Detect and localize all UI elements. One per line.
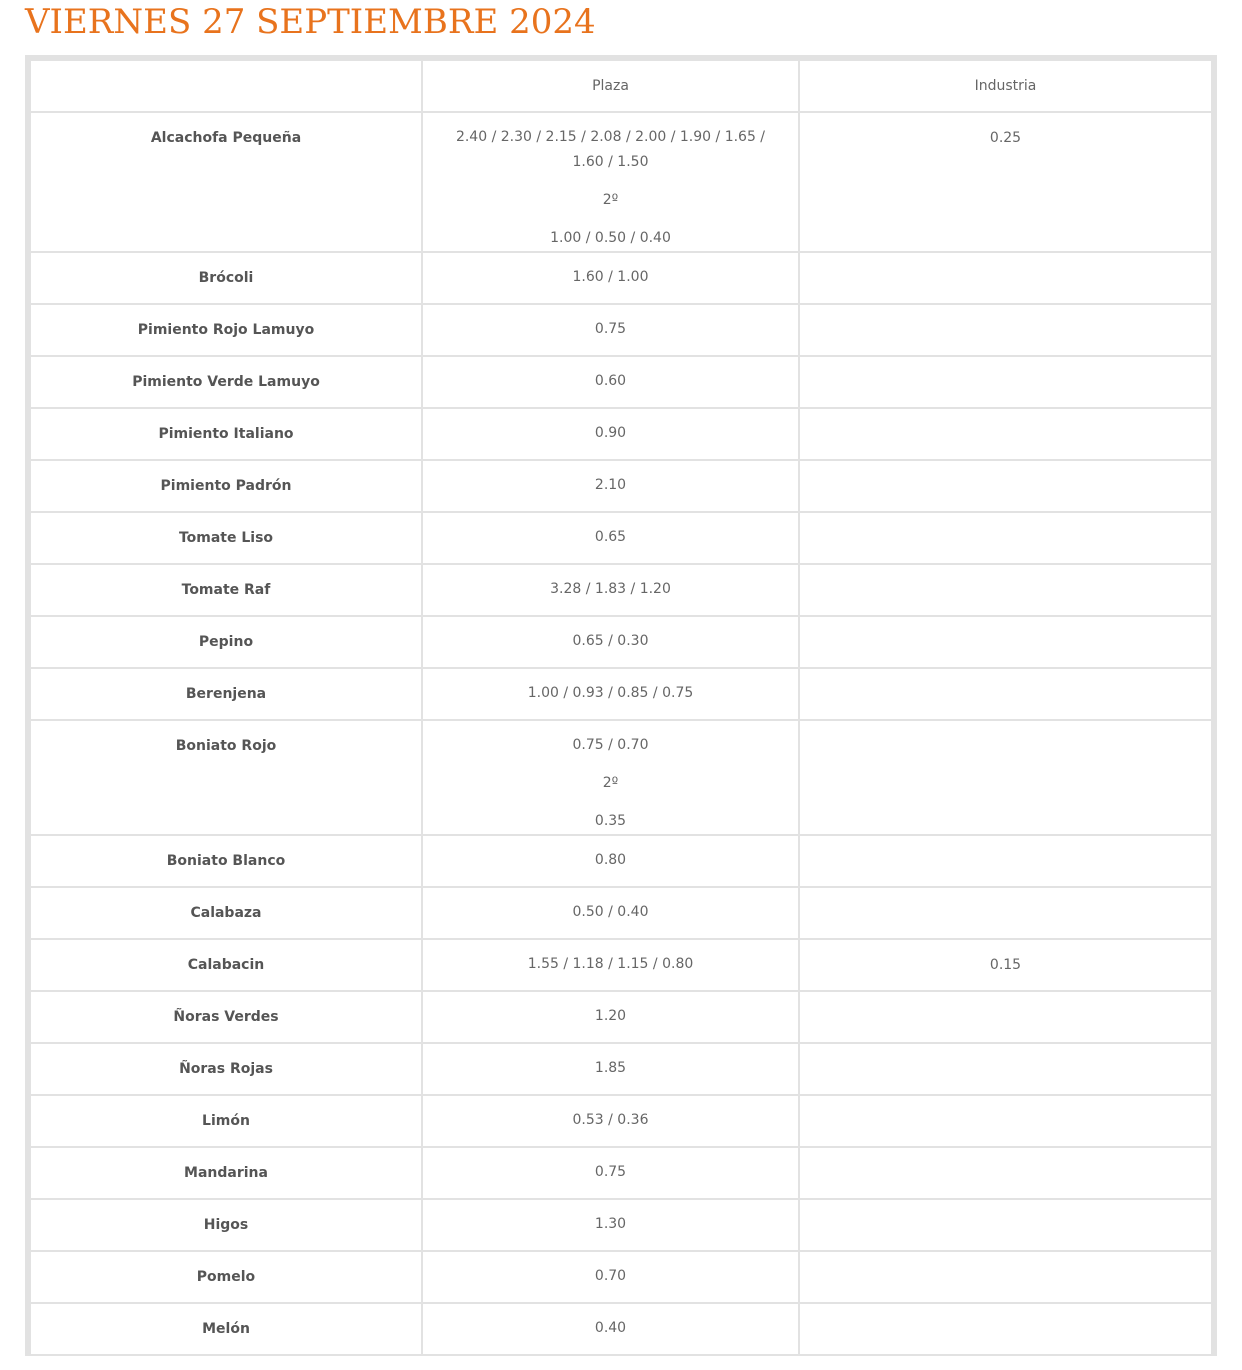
product-name: Mandarina	[30, 1147, 422, 1199]
industria-price	[799, 668, 1212, 720]
industria-price	[799, 1199, 1212, 1251]
plaza-prices	[422, 1303, 799, 1355]
industria-price	[799, 408, 1212, 460]
plaza-prices	[422, 835, 799, 887]
plaza-prices	[422, 668, 799, 720]
table-header-row	[30, 60, 1212, 112]
header-product	[30, 60, 422, 112]
table-row	[30, 1147, 1212, 1199]
table-row	[30, 460, 1212, 512]
plaza-price-line: 1.60 / 1.00	[572, 269, 649, 285]
plaza-prices	[422, 1251, 799, 1303]
table-row	[30, 356, 1212, 408]
plaza-prices	[422, 252, 799, 304]
plaza-price-line: 0.60	[594, 373, 627, 389]
table-row	[30, 939, 1212, 991]
product-name: Pimiento Rojo Lamuyo	[30, 304, 422, 356]
plaza-price-line: 0.70	[594, 1268, 627, 1284]
product-name: Higos	[30, 1199, 422, 1251]
table-row	[30, 512, 1212, 564]
plaza-prices	[422, 1095, 799, 1147]
table-row	[30, 304, 1212, 356]
plaza-price-line: 0.53 / 0.36	[572, 1112, 649, 1128]
plaza-price-line: 1.20	[594, 1008, 627, 1024]
plaza-price-line: 2º	[602, 775, 619, 791]
plaza-price-line: 0.35	[594, 813, 627, 829]
plaza-prices	[422, 564, 799, 616]
header-industria: Industria	[799, 60, 1212, 112]
product-name: Melón	[30, 1303, 422, 1355]
product-name: Calabaza	[30, 887, 422, 939]
product-name: Tomate Liso	[30, 512, 422, 564]
industria-price: 0.25	[799, 112, 1212, 252]
industria-price	[799, 460, 1212, 512]
plaza-prices	[422, 512, 799, 564]
table-row	[30, 720, 1212, 835]
product-name: Pepino	[30, 616, 422, 668]
plaza-prices	[422, 460, 799, 512]
industria-price	[799, 1303, 1212, 1355]
plaza-price-line: 3.28 / 1.83 / 1.20	[550, 581, 671, 597]
table-row	[30, 1043, 1212, 1095]
table-row	[30, 616, 1212, 668]
product-name: Pimiento Verde Lamuyo	[30, 356, 422, 408]
industria-price	[799, 1147, 1212, 1199]
plaza-price-line: 0.75	[594, 1164, 627, 1180]
product-name: Calabacin	[30, 939, 422, 991]
header-plaza: Plaza	[422, 60, 799, 112]
product-name: Alcachofa Pequeña	[30, 112, 422, 252]
plaza-price-line: 1.00 / 0.93 / 0.85 / 0.75	[527, 685, 694, 701]
product-name: Limón	[30, 1095, 422, 1147]
table-row	[30, 408, 1212, 460]
plaza-price-line: 2.40 / 2.30 / 2.15 / 2.08 / 2.00 / 1.90 / 1.65 / 1.60 / 1.50	[455, 129, 766, 170]
plaza-prices	[422, 1147, 799, 1199]
plaza-prices	[422, 616, 799, 668]
plaza-prices	[422, 1199, 799, 1251]
plaza-price-line: 0.75 / 0.70	[572, 737, 649, 753]
table-row	[30, 887, 1212, 939]
plaza-price-line: 0.80	[594, 852, 627, 868]
page-title: VIERNES 27 SEPTIEMBRE 2024	[25, 2, 596, 42]
product-name: Pimiento Padrón	[30, 460, 422, 512]
product-name: Berenjena	[30, 668, 422, 720]
table-row	[30, 252, 1212, 304]
table-row	[30, 564, 1212, 616]
plaza-price-line: 0.75	[594, 321, 627, 337]
industria-price	[799, 616, 1212, 668]
product-name: Pomelo	[30, 1251, 422, 1303]
product-name: Ñoras Rojas	[30, 1043, 422, 1095]
plaza-price-line: 0.65	[594, 529, 627, 545]
plaza-prices	[422, 112, 799, 252]
industria-price	[799, 564, 1212, 616]
industria-price	[799, 1251, 1212, 1303]
industria-price	[799, 1043, 1212, 1095]
table-row	[30, 835, 1212, 887]
product-name: Boniato Blanco	[30, 835, 422, 887]
industria-price	[799, 304, 1212, 356]
plaza-prices	[422, 1043, 799, 1095]
plaza-price-line: 1.85	[594, 1060, 627, 1076]
industria-price	[799, 356, 1212, 408]
table-row	[30, 1199, 1212, 1251]
plaza-price-line: 1.30	[594, 1216, 627, 1232]
plaza-price-line: 1.00 / 0.50 / 0.40	[550, 230, 671, 246]
plaza-price-line: 2º	[602, 192, 619, 208]
plaza-prices	[422, 991, 799, 1043]
plaza-price-line: 0.90	[594, 425, 627, 441]
table-row	[30, 668, 1212, 720]
industria-price	[799, 720, 1212, 835]
industria-price	[799, 991, 1212, 1043]
product-name: Pimiento Italiano	[30, 408, 422, 460]
product-name: Tomate Raf	[30, 564, 422, 616]
price-table	[29, 59, 1213, 1356]
industria-price	[799, 887, 1212, 939]
product-name: Brócoli	[30, 252, 422, 304]
plaza-price-line: 0.50 / 0.40	[572, 904, 649, 920]
table-row	[30, 1095, 1212, 1147]
industria-price	[799, 1095, 1212, 1147]
industria-price	[799, 512, 1212, 564]
table-row	[30, 112, 1212, 252]
plaza-prices	[422, 304, 799, 356]
price-table-container	[25, 55, 1217, 1356]
plaza-prices	[422, 720, 799, 835]
plaza-prices	[422, 939, 799, 991]
table-row	[30, 991, 1212, 1043]
plaza-price-line: 2.10	[594, 477, 627, 493]
product-name: Ñoras Verdes	[30, 991, 422, 1043]
industria-price	[799, 252, 1212, 304]
table-row	[30, 1251, 1212, 1303]
plaza-prices	[422, 887, 799, 939]
plaza-price-line: 0.65 / 0.30	[572, 633, 649, 649]
industria-price: 0.15	[799, 939, 1212, 991]
table-row	[30, 1303, 1212, 1355]
plaza-price-line: 1.55 / 1.18 / 1.15 / 0.80	[527, 956, 694, 972]
plaza-prices	[422, 356, 799, 408]
industria-price	[799, 835, 1212, 887]
plaza-price-line: 0.40	[594, 1320, 627, 1336]
product-name: Boniato Rojo	[30, 720, 422, 835]
plaza-prices	[422, 408, 799, 460]
